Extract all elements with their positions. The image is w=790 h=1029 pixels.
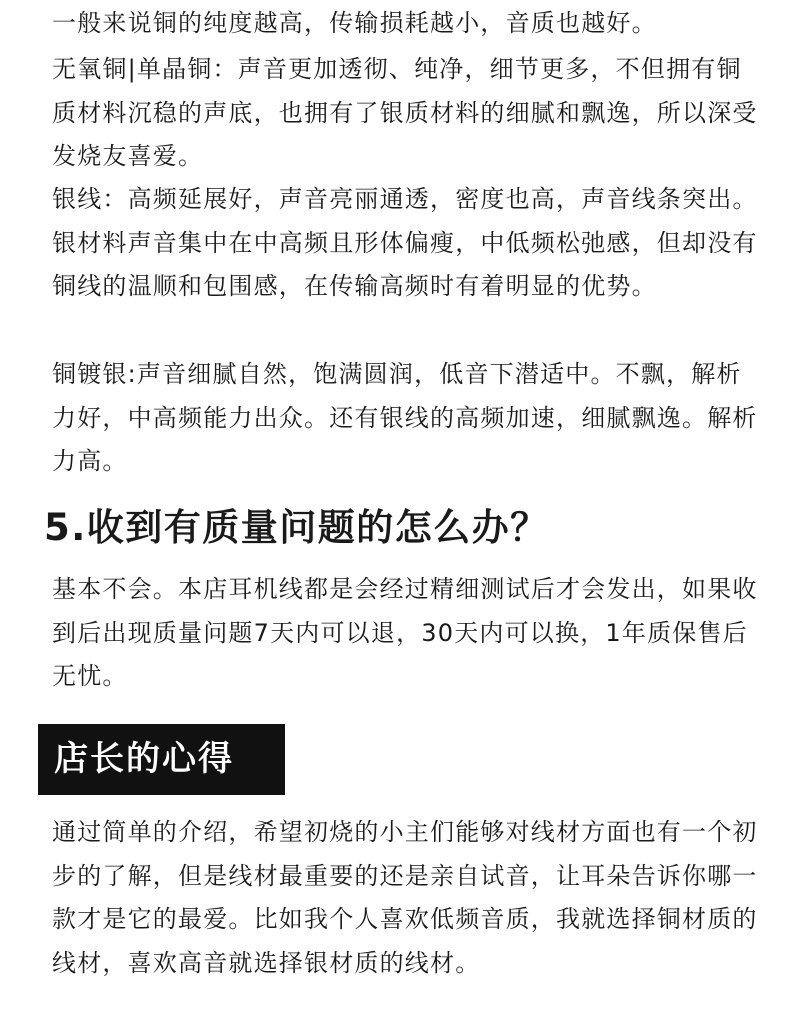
quality-issue-heading: 5.收到有质量问题的怎么办？ <box>44 506 549 549</box>
quality-issue-paragraph: 基本不会。本店耳机线都是会经过精细测试后才会发出，如果收到后出现质量问题7天内可以退，30天内可以换，1年质保售后无忧。 <box>52 575 758 690</box>
silver-paragraph: 银线：高频延展好，声音亮丽通透，密度也高，声音线条突出。银材料声音集中在中高频且形体偏瘦，中低频松弛感，但却没有铜线的温顺和包围感，在传输高频时有着明显的优势。 <box>52 185 758 300</box>
silver-plated-paragraph: 铜镀银:声音细腻自然，饱满圆润，低音下潜适中。不飘，解析力好，中高频能力出众。还有银线的高频加速，细腻飘逸。解析力高。 <box>52 360 758 475</box>
owner-notes-tag: 店长的心得 <box>38 724 285 795</box>
copper-paragraph: 无氧铜|单晶铜：声音更加透彻、纯净，细节更多，不但拥有铜质材料沉稳的声底，也拥有了银质材料的细腻和飘逸，所以深受发烧友喜爱。 <box>52 55 758 170</box>
owner-notes-paragraph: 通过简单的介绍，希望初烧的小主们能够对线材方面也有一个初步的了解，但是线材最重要的还是亲自试音，让耳朵告诉你哪一款才是它的最爱。比如我个人喜欢低频音质，我就选择铜材质的线材，喜欢高音就选择银材质的线材。 <box>52 818 758 977</box>
intro-paragraph: 一般来说铜的纯度越高，传输损耗越小，音质也越好。 <box>52 9 657 37</box>
